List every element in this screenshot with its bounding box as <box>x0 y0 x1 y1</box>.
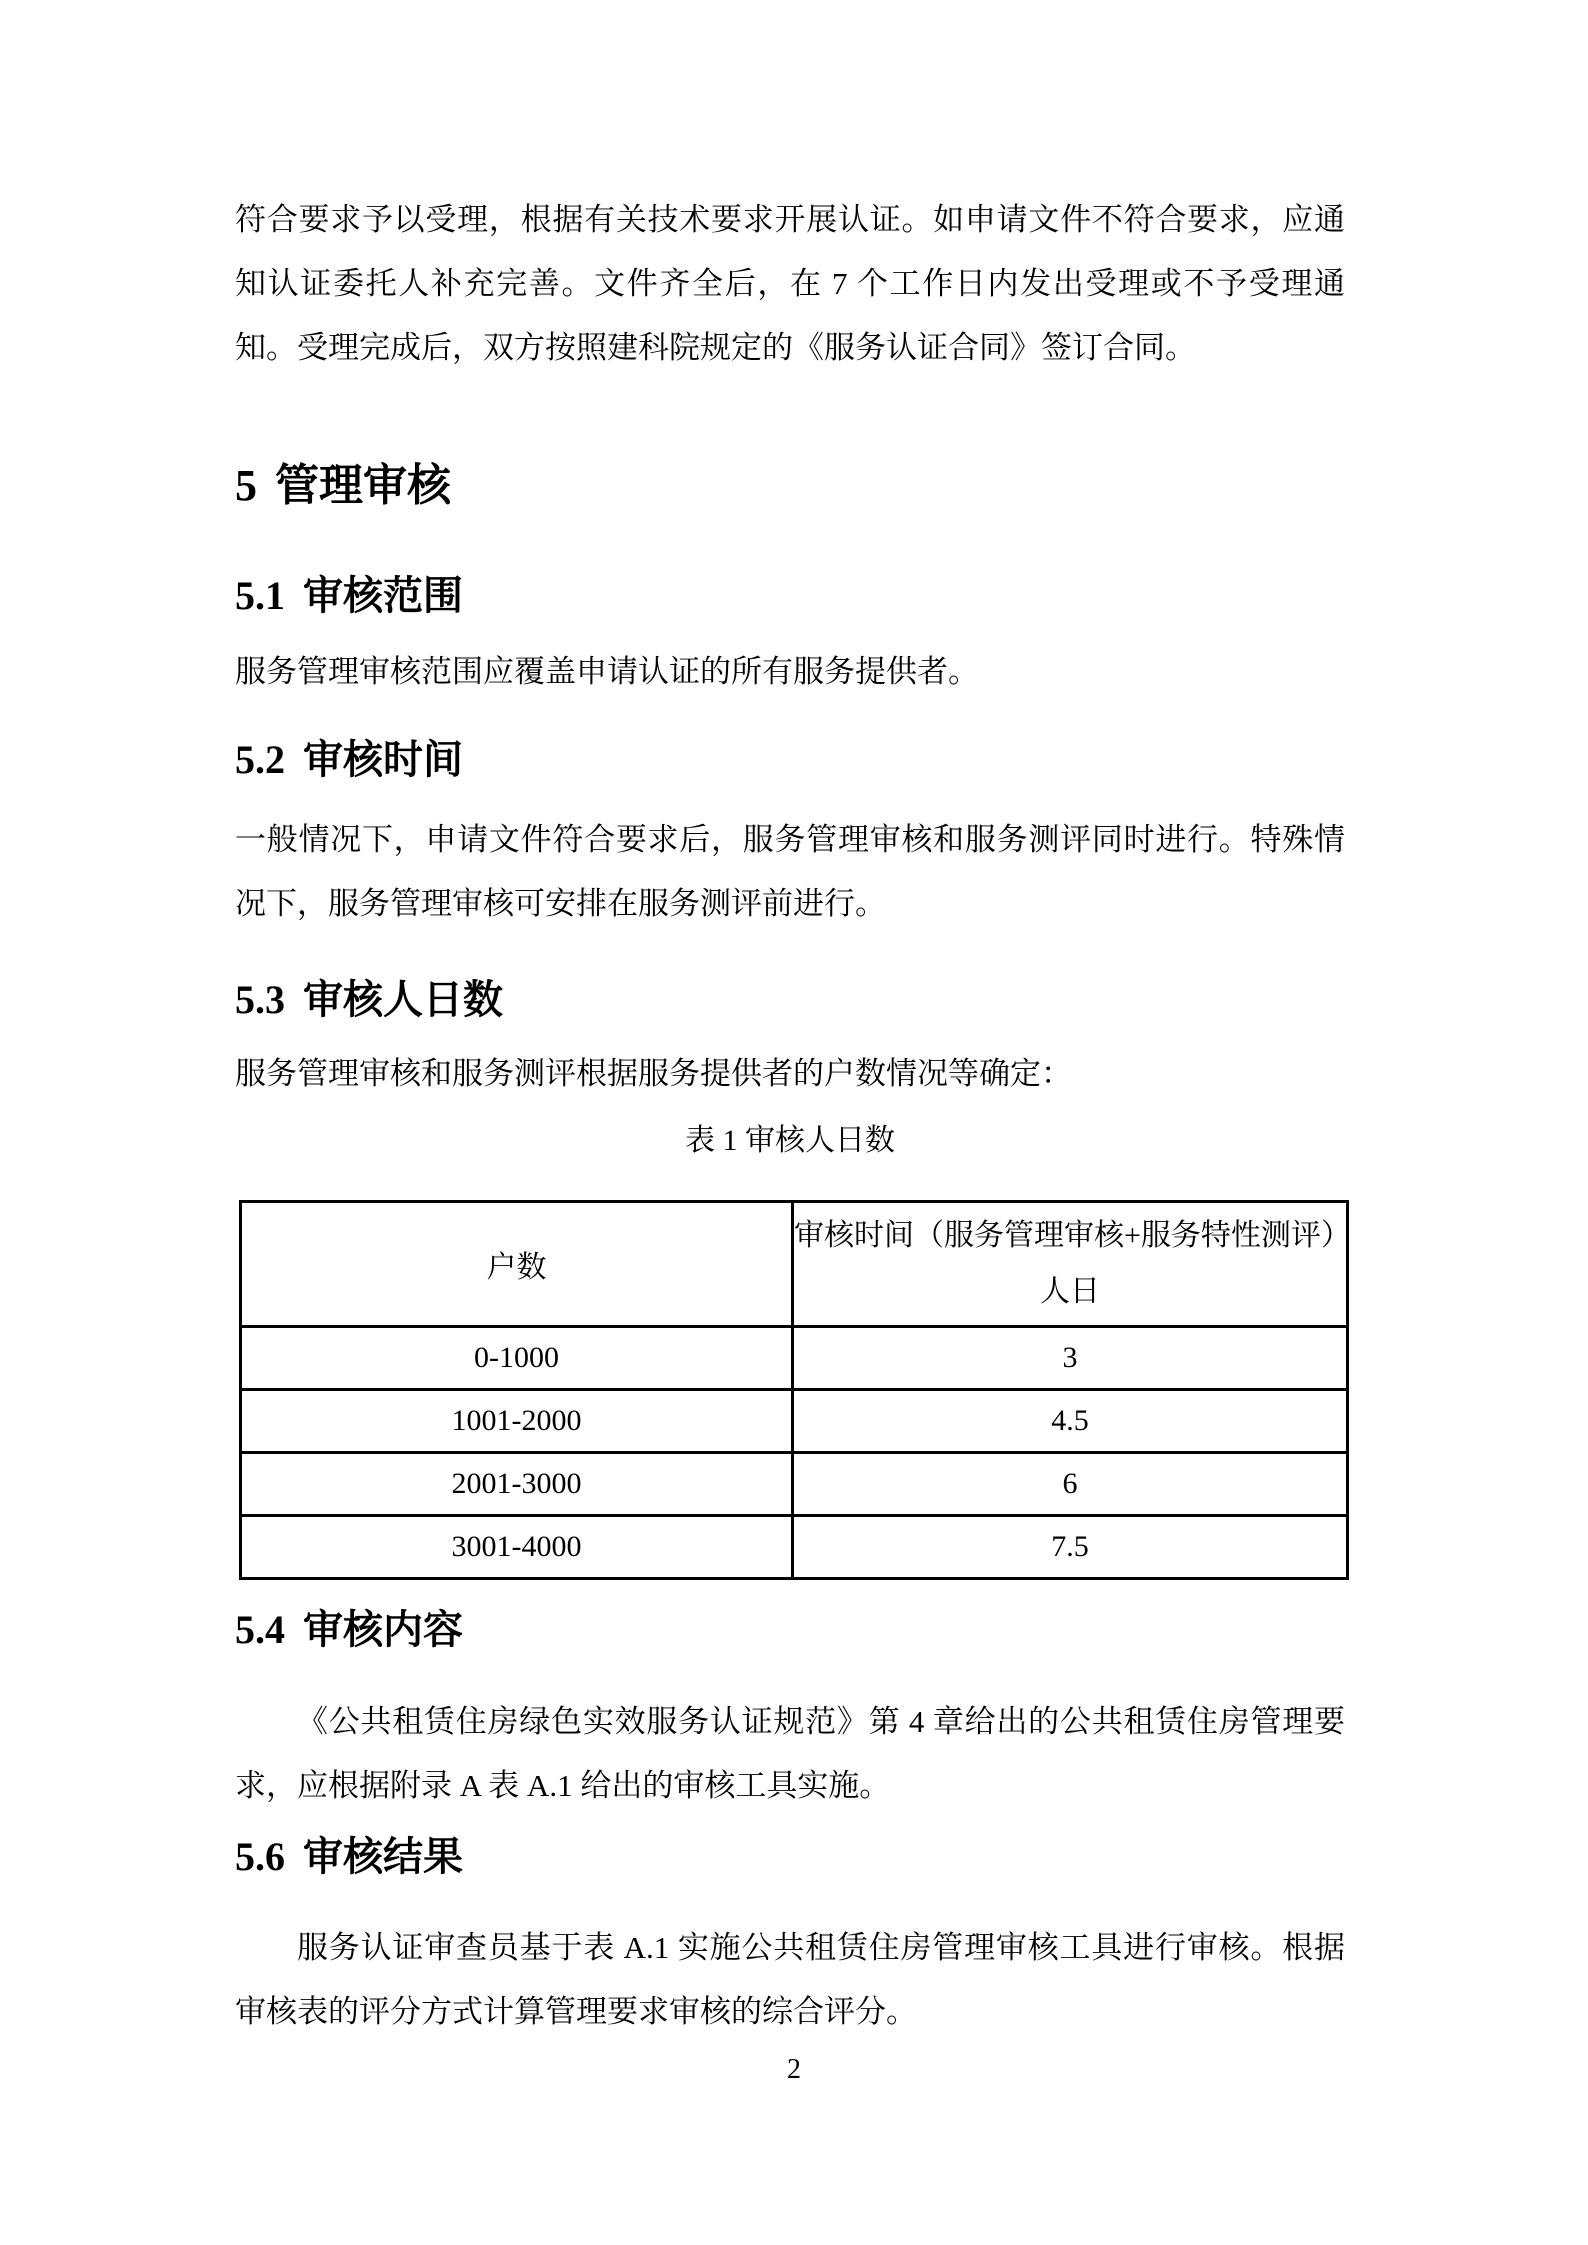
section-number: 5.2 <box>235 737 285 782</box>
households-cell: 3001-4000 <box>241 1516 793 1579</box>
section-title: 审核内容 <box>303 1607 463 1652</box>
table-caption: 表 1 审核人日数 <box>685 1124 895 1157</box>
section-number: 5.4 <box>235 1607 285 1652</box>
section-5-6-body: 服务认证审查员基于表 A.1 实施公共租赁住房管理审核工具进行审核。根据审核表的评分方式计算管理要求审核的综合评分。 <box>235 1930 1345 2029</box>
audit-person-days-table <box>239 1200 1349 1580</box>
table-header-audit-time-line1: 审核时间（服务管理审核+服务特性测评） <box>794 1219 1351 1252</box>
section-5-4-body: 《公共租赁住房绿色实效服务认证规范》第 4 章给出的公共租赁住房管理要求，应根据附录 A 表 A.1 给出的审核工具实施。 <box>235 1704 1345 1803</box>
households-cell: 1001-2000 <box>241 1390 793 1453</box>
section-title: 审核时间 <box>303 737 463 782</box>
section-number: 5.6 <box>235 1834 285 1879</box>
section-number: 5.3 <box>235 977 285 1022</box>
section-5-3-body: 服务管理审核和服务测评根据服务提供者的户数情况等确定： <box>235 1056 1072 1091</box>
households-cell: 0-1000 <box>241 1327 793 1390</box>
chapter-number: 5 <box>235 461 257 510</box>
person-days-cell: 4.5 <box>793 1390 1348 1453</box>
intro-paragraph: 符合要求予以受理，根据有关技术要求开展认证。如申请文件不符合要求，应通知认证委托人补充完善。文件齐全后，在 7 个工作日内发出受理或不予受理通知。受理完成后，双方按照建科院规定的《服务认证合同》签订合同。 <box>235 202 1345 365</box>
table-header-audit-time-line2: 人日 <box>1040 1275 1100 1308</box>
person-days-cell: 7.5 <box>793 1516 1348 1579</box>
section-heading-5-1 <box>235 572 1345 620</box>
table-row <box>241 1390 1348 1453</box>
table-row <box>241 1327 1348 1390</box>
person-days-cell: 3 <box>793 1327 1348 1390</box>
chapter-heading-5 <box>235 460 1345 513</box>
table-row <box>241 1516 1348 1579</box>
section-heading-5-4 <box>235 1606 1345 1654</box>
table-header-households: 户数 <box>241 1202 793 1327</box>
households-cell: 2001-3000 <box>241 1453 793 1516</box>
table-row <box>241 1453 1348 1516</box>
section-5-1-body: 服务管理审核范围应覆盖申请认证的所有服务提供者。 <box>235 654 979 689</box>
section-heading-5-2 <box>235 736 1345 784</box>
section-heading-5-3 <box>235 976 1345 1024</box>
chapter-title: 管理审核 <box>275 461 451 510</box>
section-5-2-body: 一般情况下，申请文件符合要求后，服务管理审核和服务测评同时进行。特殊情况下，服务管理审核可安排在服务测评前进行。 <box>235 822 1345 921</box>
section-heading-5-6 <box>235 1833 1345 1881</box>
person-days-cell: 6 <box>793 1453 1348 1516</box>
section-title: 审核范围 <box>303 573 463 618</box>
table-header-row <box>241 1202 1348 1327</box>
section-number: 5.1 <box>235 573 285 618</box>
section-title: 审核人日数 <box>303 977 503 1022</box>
page-number: 2 <box>787 2054 801 2085</box>
section-title: 审核结果 <box>303 1834 463 1879</box>
table-header-audit-time <box>793 1202 1351 1327</box>
